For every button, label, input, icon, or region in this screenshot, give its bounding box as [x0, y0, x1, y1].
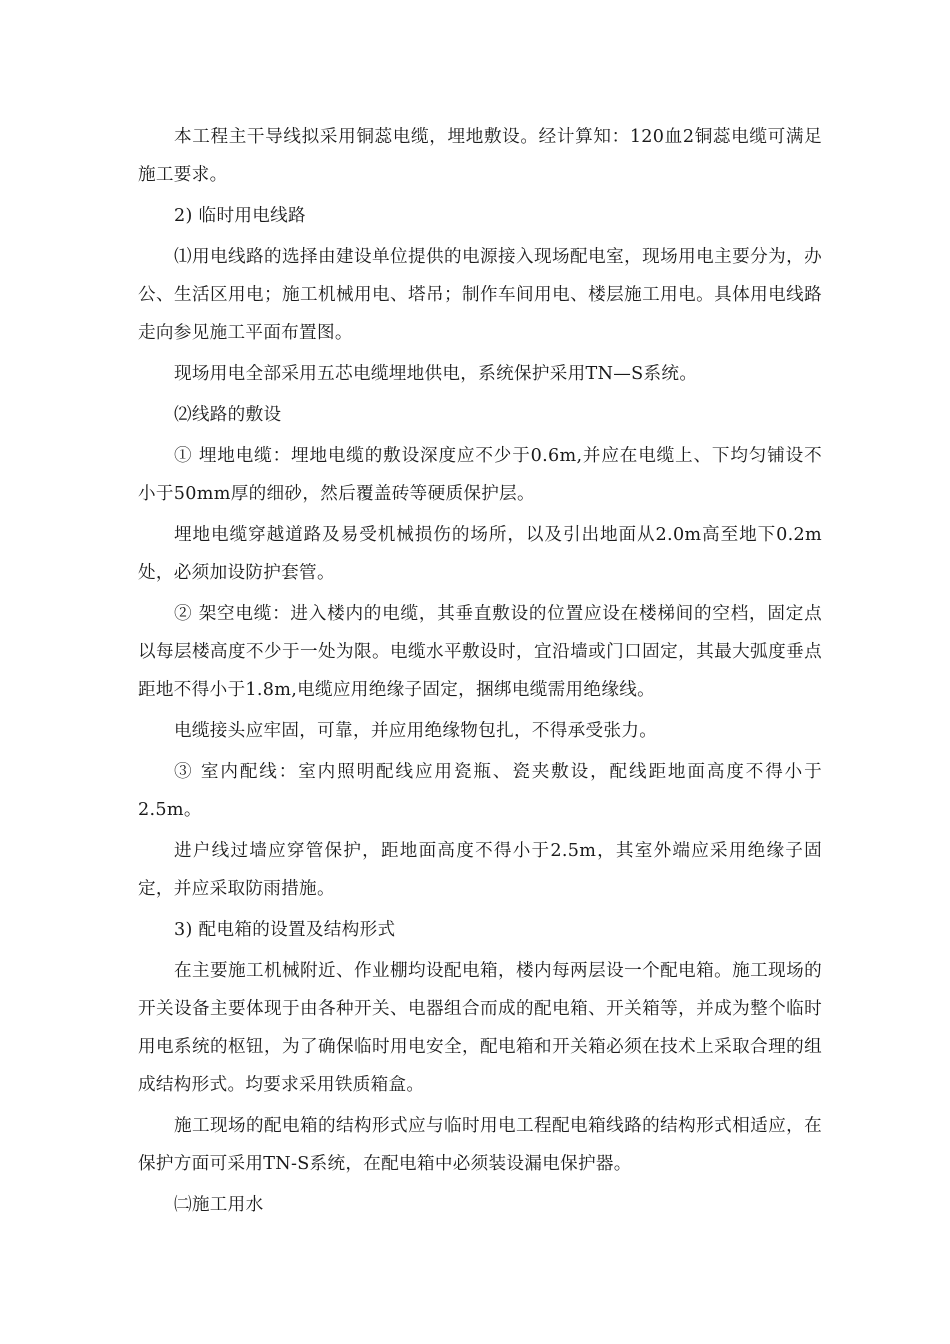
heading-distribution-box: 3) 配电箱的设置及结构形式: [174, 920, 396, 940]
paragraph-main-cable: 本工程主干导线拟采用铜蕊电缆，埋地敷设。经计算知：120血2铜蕊电缆可满足施工要求。: [138, 127, 822, 185]
heading-line-laying: ⑵线路的敷设: [174, 405, 282, 425]
heading-construction-water: ㈡施工用水: [174, 1195, 264, 1215]
document-body: [138, 118, 822, 1227]
paragraph-box-placement: 在主要施工机械附近、作业棚均设配电箱，楼内每两层设一个配电箱。施工现场的开关设备主要体现于由各种开关、电器组合而成的配电箱、开关箱等，并成为整个临时用电系统的枢钮，为了确保临时用电安全，配电箱和开关箱必须在技术上采取合理的组成结构形式。均要求采用铁质箱盒。: [138, 961, 822, 1095]
paragraph-box-structure: 施工现场的配电箱的结构形式应与临时用电工程配电箱线路的结构形式相适应，在保护方面可采用TN-S系统，在配电箱中必须装设漏电保护器。: [138, 1116, 822, 1174]
paragraph-indoor-wiring: ③ 室内配线：室内照明配线应用瓷瓶、瓷夹敷设，配线距地面高度不得小于2.5m。: [138, 762, 822, 820]
paragraph-line-selection: ⑴用电线路的选择由建设单位提供的电源接入现场配电室，现场用电主要分为，办公、生活区用电；施工机械用电、塔吊；制作车间用电、楼层施工用电。具体用电线路走向参见施工平面布置图。: [138, 247, 822, 343]
paragraph-overhead-cable: ② 架空电缆：进入楼内的电缆，其垂直敷设的位置应设在楼梯间的空档，固定点以每层楼高度不少于一处为限。电缆水平敷设时，宜沿墙或门口固定，其最大弧度垂点距地不得小于1.8m,电缆应用绝缘子固定，捆绑电缆需用绝缘线。: [138, 604, 822, 700]
paragraph-five-core-cable: 现场用电全部采用五芯电缆埋地供电，系统保护采用TN—S系统。: [174, 364, 698, 384]
heading-temporary-lines: 2) 临时用电线路: [174, 206, 306, 226]
paragraph-protective-sleeve: 埋地电缆穿越道路及易受机械损伤的场所，以及引出地面从2.0m高至地下0.2m处，必须加设防护套管。: [138, 525, 822, 583]
paragraph-entry-line: 进户线过墙应穿管保护，距地面高度不得小于2.5m，其室外端应采用绝缘子固定，并应采取防雨措施。: [138, 841, 822, 899]
paragraph-buried-cable: ① 埋地电缆：埋地电缆的敷设深度应不少于0.6m,并应在电缆上、下均匀铺设不小于50mm厚的细砂，然后覆盖砖等硬质保护层。: [138, 446, 822, 504]
paragraph-cable-joint: 电缆接头应牢固，可靠，并应用绝缘物包扎，不得承受张力。: [174, 721, 658, 741]
